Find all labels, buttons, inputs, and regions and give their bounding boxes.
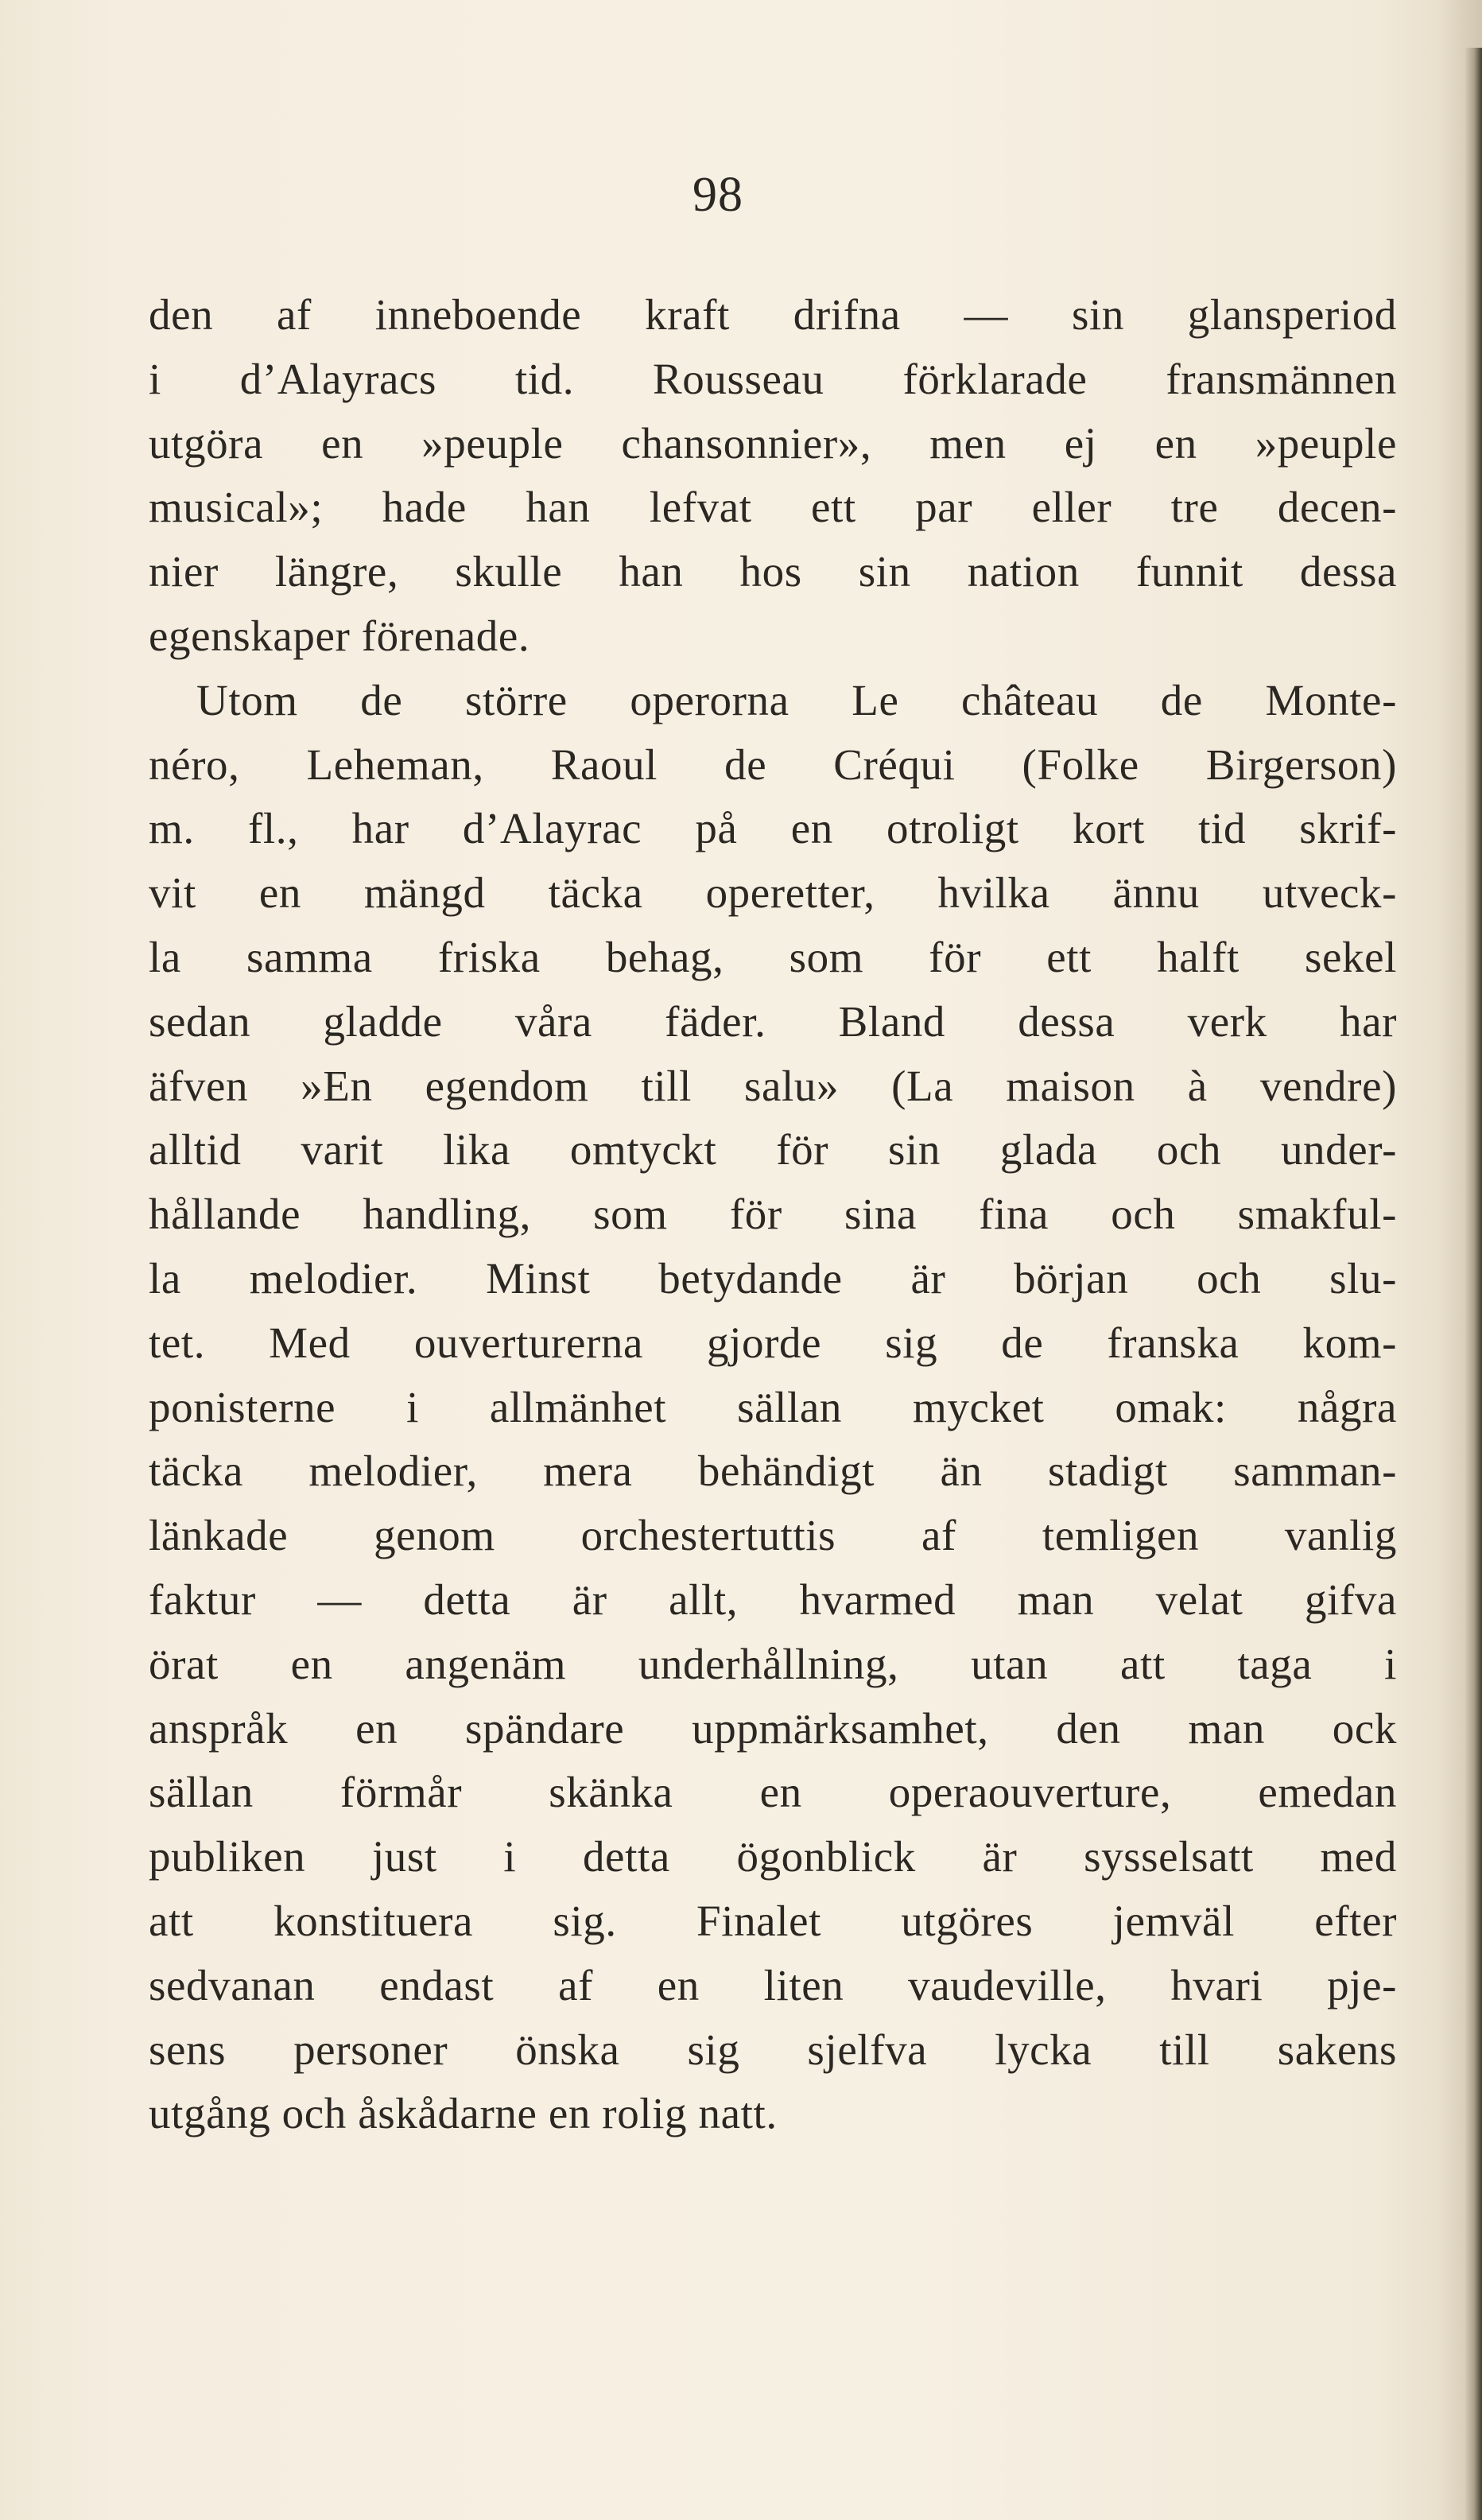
- text-line: äfven »En egendom till salu» (La maison à vendre): [149, 1061, 1397, 1110]
- text-line: utgång och åskådarne en rolig natt.: [149, 2089, 778, 2138]
- text-line: ponisterne i allmänhet sällan mycket omak: några: [149, 1382, 1397, 1431]
- text-line: den af inneboende kraft drifna — sin glansperiod: [149, 290, 1397, 339]
- text-line: sedvanan endast af en liten vaudeville, hvari pje-: [149, 1960, 1397, 2009]
- body-text: [149, 283, 1397, 2146]
- page-spine-shadow: [1465, 48, 1482, 2520]
- text-line: tet. Med ouverturerna gjorde sig de franska kom-: [149, 1318, 1397, 1367]
- text-line: täcka melodier, mera behändigt än stadigt samman-: [149, 1446, 1397, 1496]
- text-line: la samma friska behag, som för ett halft sekel: [149, 932, 1397, 981]
- text-line: Utom de större operorna Le château de Monte-: [196, 675, 1397, 724]
- text-line: anspråk en spändare uppmärksamhet, den man ock: [149, 1703, 1397, 1753]
- page-number: 98: [693, 168, 743, 222]
- text-line: néro, Leheman, Raoul de Créqui (Folke Birgerson): [149, 740, 1397, 789]
- text-line: sens personer önska sig sjelfva lycka till sakens: [149, 2025, 1397, 2074]
- text-line: örat en angenäm underhållning, utan att taga i: [149, 1639, 1397, 1688]
- text-line: att konstituera sig. Finalet utgöres jemväl efter: [149, 1896, 1397, 1945]
- text-line: la melodier. Minst betydande är början och slu-: [149, 1253, 1397, 1303]
- text-line: sedan gladde våra fäder. Bland dessa verk har: [149, 996, 1397, 1046]
- text-line: vit en mängd täcka operetter, hvilka ännu utveck-: [149, 868, 1397, 918]
- text-line: publiken just i detta ögonblick är sysselsatt med: [149, 1832, 1397, 1881]
- text-line: i d’Alayracs tid. Rousseau förklarade fransmännen: [149, 354, 1397, 403]
- text-line: alltid varit lika omtyckt för sin glada och under-: [149, 1125, 1397, 1175]
- text-line: faktur — detta är allt, hvarmed man velat gifva: [149, 1575, 1397, 1624]
- text-line: nier längre, skulle han hos sin nation funnit dessa: [149, 547, 1397, 596]
- text-line: hållande handling, som för sina fina och smakful-: [149, 1190, 1397, 1239]
- text-line: musical»; hade han lefvat ett par eller tre decen-: [149, 483, 1397, 532]
- text-line: sällan förmår skänka en operaouverture, emedan: [149, 1768, 1397, 1817]
- text-line: egenskaper förenade.: [149, 611, 530, 660]
- text-line: m. fl., har d’Alayrac på en otroligt kort tid skrif-: [149, 804, 1397, 853]
- text-line: utgöra en »peuple chansonnier», men ej en »peuple: [149, 418, 1397, 468]
- text-line: länkade genom orchestertuttis af temligen vanlig: [149, 1511, 1397, 1560]
